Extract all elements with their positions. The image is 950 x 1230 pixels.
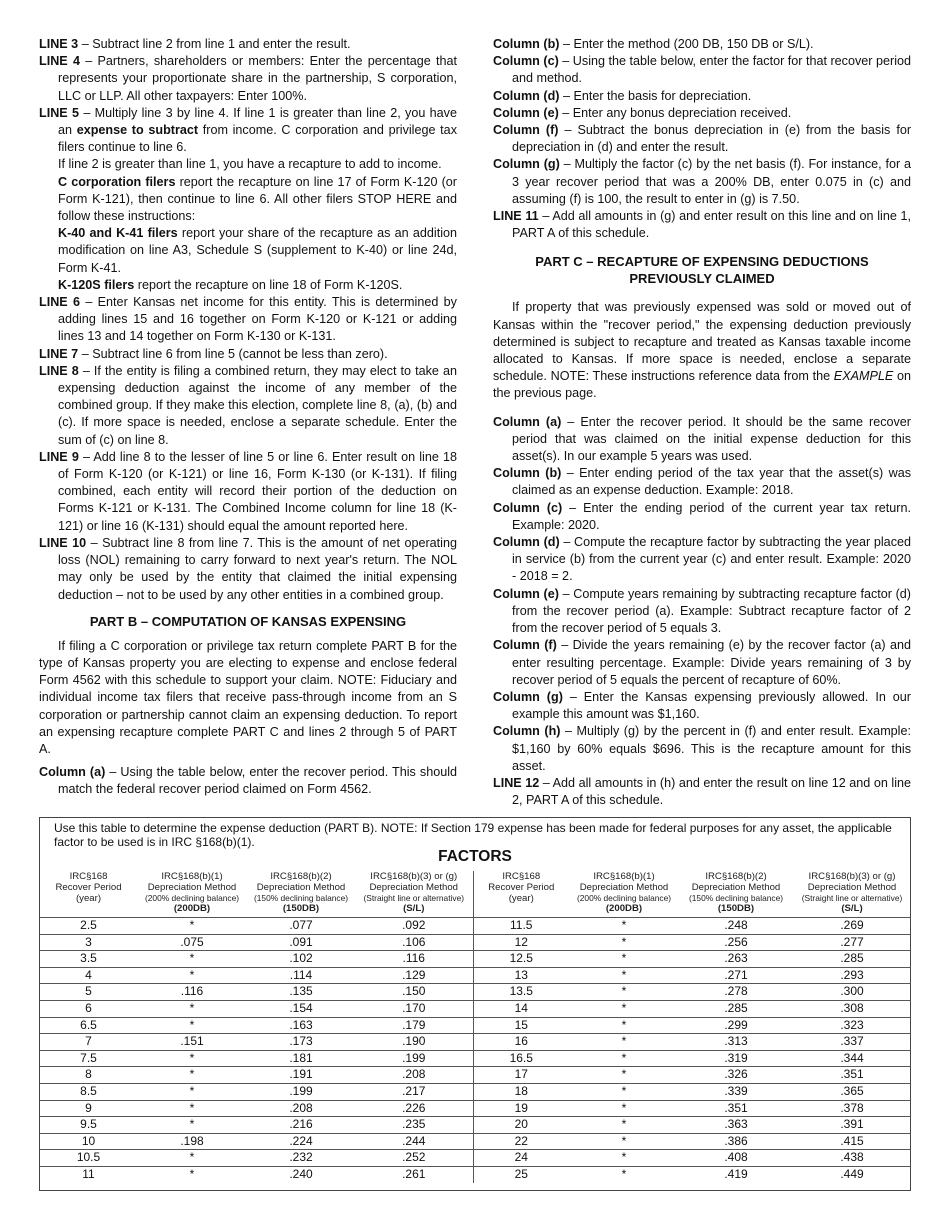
factors-cell: .419 <box>679 1166 793 1182</box>
factors-cell: .308 <box>793 1000 911 1017</box>
factors-cell: * <box>137 967 247 984</box>
factors-cell: * <box>569 1034 679 1051</box>
factors-cell: * <box>569 951 679 968</box>
right-column <box>493 36 911 809</box>
factors-header-cell: IRC§168(b)(1) Depreciation Method (200% declining balance) (200DB) <box>137 871 247 918</box>
factors-row <box>40 984 911 1001</box>
factors-cell: * <box>137 1117 247 1134</box>
factors-cell: .240 <box>247 1166 355 1182</box>
factors-cell: 6.5 <box>40 1017 137 1034</box>
factors-row <box>40 1083 911 1100</box>
factors-cell: .198 <box>137 1133 247 1150</box>
factors-row <box>40 1034 911 1051</box>
line6-instruction: LINE 6 – Enter Kansas net income for this entity. This is determined by adding lines 15 and 16 together on Form K-120 or K-121 or adding lines 13 and 14 together on Form K-130 or K-131. <box>39 295 457 344</box>
factors-cell: * <box>569 1133 679 1150</box>
line8-instruction: LINE 8 – If the entity is filing a combined return, they may elect to take an expensing deduction against the income of any member of the combined group. If they make this election, complete line 8, (a), (b) and (c). If more space is needed, enclose a separate schedule. Enter the sum of (c) on line 8. <box>39 363 457 447</box>
factors-cell: .378 <box>793 1100 911 1117</box>
part-c-column-f: Column (f) – Divide the years remaining (e) by the recover factor (a) and enter resulting percentage. Example: Divide years remaining of 3 by recover period of 5 equals the percent of recapture of 60%. <box>493 638 911 687</box>
factors-cell: .256 <box>679 934 793 951</box>
part-c-column-a: Column (a) – Enter the recover period. It should be the same recover period that was claimed on the initial expense deduction for this asset(s). In our example 5 years was used. <box>493 414 911 464</box>
factors-header-row <box>40 871 911 918</box>
factors-row <box>40 951 911 968</box>
factors-cell: .408 <box>679 1150 793 1167</box>
factors-cell: 8 <box>40 1067 137 1084</box>
factors-row <box>40 1100 911 1117</box>
part-b-column-a: Column (a) – Using the table below, enter the recover period. This should match the federal recover period claimed on Form 4562. <box>39 765 458 797</box>
factors-cell: * <box>569 967 679 984</box>
factors-cell: .151 <box>137 1034 247 1051</box>
factors-cell: .179 <box>355 1017 473 1034</box>
factors-row <box>40 1133 911 1150</box>
factors-cell: 19 <box>473 1100 569 1117</box>
factors-row <box>40 967 911 984</box>
factors-row <box>40 918 911 935</box>
factors-cell: * <box>569 1017 679 1034</box>
factors-cell: * <box>569 1067 679 1084</box>
factors-cell: * <box>137 1100 247 1117</box>
factors-cell: * <box>137 1067 247 1084</box>
factors-cell: .300 <box>793 984 911 1001</box>
factors-cell: .163 <box>247 1017 355 1034</box>
factors-cell: .299 <box>679 1017 793 1034</box>
factors-cell: .191 <box>247 1067 355 1084</box>
line7-instruction: LINE 7 – Subtract line 6 from line 5 (cannot be less than zero). <box>39 346 388 361</box>
line5-c-corp-note: C corporation filers report the recapture on line 17 of Form K-120 (or Form K-121), then continue to line 6. All other filers STOP HERE and follow these instructions: <box>58 174 457 224</box>
factors-cell: 7 <box>40 1034 137 1051</box>
factors-title: FACTORS <box>438 848 512 865</box>
factors-cell: .261 <box>355 1166 473 1182</box>
factors-cell: * <box>569 1100 679 1117</box>
factors-cell: 13 <box>473 967 569 984</box>
factors-cell: .438 <box>793 1150 911 1167</box>
factors-cell: 13.5 <box>473 984 569 1001</box>
line5-k40-note: K-40 and K-41 filers report your share of the recapture as an addition modification on line A3, Schedule S (supplement to K-40) or line 24d, Form K-41. <box>58 226 457 275</box>
factors-cell: .092 <box>355 918 473 935</box>
factors-cell: 12.5 <box>473 951 569 968</box>
factors-cell: .102 <box>247 951 355 968</box>
part-c-column-e: Column (e) – Compute years remaining by subtracting recapture factor (d) from the recover period (a). Example: Subtract recapture factor of 2 from the recover period of 5 equals 3. <box>493 586 911 636</box>
line5-k120s-note: K-120S filers report the recapture on line 18 of Form K-120S. <box>58 277 403 292</box>
factors-cell: * <box>137 1017 247 1034</box>
line9-instruction: LINE 9 – Add line 8 to the lesser of line 5 or line 6. Enter result on line 18 of Form K-120 (or K-121) or line 16, Form K-130 (or K-131). If filing combined, each entity will record their portion of the deduction on Forms K-121 or K-131. The Combined Income column for line 18 (K-121) or line 16 (K-131) should equal the amount reported here. <box>39 449 457 533</box>
factors-cell: .293 <box>793 967 911 984</box>
factors-cell: .326 <box>679 1067 793 1084</box>
factors-cell: .208 <box>355 1067 473 1084</box>
factors-header-cell: IRC§168 Recover Period (year) <box>473 871 569 918</box>
part-c-paragraph: If property that was previously expensed was sold or moved out of Kansas within the "recover period," the expensing deduction previously determined is subject to recapture and treated as Kansas taxable income allocated to Kansas. If more space is needed, enclose a separate schedule. NOTE: These instructions reference data from the EXAMPLE on the previous page. <box>493 300 911 401</box>
factors-cell: * <box>569 1083 679 1100</box>
factors-cell: * <box>569 1150 679 1167</box>
factors-cell: 25 <box>473 1166 569 1182</box>
factors-cell: 24 <box>473 1150 569 1167</box>
part-b-column-b: Column (b) – Enter the method (200 DB, 150 DB or S/L). <box>493 37 814 51</box>
factors-cell: 11 <box>40 1166 137 1182</box>
factors-cell: 8.5 <box>40 1083 137 1100</box>
factors-cell: .170 <box>355 1000 473 1017</box>
part-b-column-d: Column (d) – Enter the basis for depreciation. <box>493 88 752 103</box>
factors-row <box>40 1067 911 1084</box>
factors-cell: 11.5 <box>473 918 569 935</box>
factors-row <box>40 934 911 951</box>
factors-cell: .075 <box>137 934 247 951</box>
factors-table-box <box>39 817 911 1191</box>
factors-cell: .415 <box>793 1133 911 1150</box>
factors-cell: * <box>569 984 679 1001</box>
factors-row <box>40 1000 911 1017</box>
factors-cell: .091 <box>247 934 355 951</box>
factors-cell: .278 <box>679 984 793 1001</box>
factors-cell: * <box>137 1050 247 1067</box>
factors-row <box>40 1117 911 1134</box>
factors-cell: 6 <box>40 1000 137 1017</box>
factors-cell: * <box>137 1000 247 1017</box>
factors-cell: .154 <box>247 1000 355 1017</box>
factors-cell: 7.5 <box>40 1050 137 1067</box>
factors-cell: * <box>569 1000 679 1017</box>
factors-cell: .337 <box>793 1034 911 1051</box>
factors-cell: * <box>137 1083 247 1100</box>
factors-note: Use this table to determine the expense deduction (PART B). NOTE: If Section 179 expense has been made for federal purposes for any asset, the applicable factor to be used is in IRC §168(b)(1). <box>54 821 892 849</box>
factors-cell: 22 <box>473 1133 569 1150</box>
factors-cell: .077 <box>247 918 355 935</box>
factors-cell: .363 <box>679 1117 793 1134</box>
factors-cell: .339 <box>679 1083 793 1100</box>
factors-cell: .116 <box>355 951 473 968</box>
factors-cell: .232 <box>247 1150 355 1167</box>
line12-instruction: LINE 12 – Add all amounts in (h) and enter the result on line 12 and on line 2, PART A of this schedule. <box>493 775 912 808</box>
factors-cell: * <box>569 918 679 935</box>
part-c-column-h: Column (h) – Multiply (g) by the percent in (f) and enter result. Example: $1,160 by 60% equals $696. This is the recapture amount for this asset. <box>493 724 911 773</box>
factors-cell: .319 <box>679 1050 793 1067</box>
factors-header-cell: IRC§168(b)(2) Depreciation Method (150% declining balance) (150DB) <box>247 871 355 918</box>
factors-cell: .150 <box>355 984 473 1001</box>
factors-cell: * <box>137 1150 247 1167</box>
factors-cell: 16 <box>473 1034 569 1051</box>
factors-cell: .313 <box>679 1034 793 1051</box>
part-b-column-g: Column (g) – Multiply the factor (c) by the net basis (f). For instance, for a 3 year recover period that was a 200% DB, enter 0.075 in (c) and assuming (f) is 100, the result to enter in (g) is 7.50. <box>493 157 911 206</box>
factors-cell: .173 <box>247 1034 355 1051</box>
factors-cell: 3 <box>40 934 137 951</box>
factors-cell: .199 <box>247 1083 355 1100</box>
factors-cell: .269 <box>793 918 911 935</box>
factors-row <box>40 1166 911 1182</box>
factors-row <box>40 1017 911 1034</box>
factors-cell: 2.5 <box>40 918 137 935</box>
line5-recapture-note: If line 2 is greater than line 1, you have a recapture to add to income. <box>58 157 442 172</box>
factors-cell: .135 <box>247 984 355 1001</box>
line4-instruction: LINE 4 – Partners, shareholders or members: Enter the percentage that represents your proportionate share in the partnership, S corporation, LLC or LLP. All other taxpayers: Enter 100%. <box>39 54 457 103</box>
factors-cell: .271 <box>679 967 793 984</box>
line11-instruction: LINE 11 – Add all amounts in (g) and enter result on this line and on line 1, PART A of this schedule. <box>493 209 911 241</box>
factors-cell: * <box>569 1050 679 1067</box>
part-b-heading: PART B – COMPUTATION OF KANSAS EXPENSING <box>89 613 407 629</box>
part-c-column-g: Column (g) – Enter the Kansas expensing previously allowed. In our example this amount was $1,160. <box>493 689 911 722</box>
factors-cell: .116 <box>137 984 247 1001</box>
factors-header-cell: IRC§168(b)(1) Depreciation Method (200% declining balance) (200DB) <box>569 871 679 918</box>
factors-cell: .285 <box>793 951 911 968</box>
factors-cell: 3.5 <box>40 951 137 968</box>
part-c-column-b: Column (b) – Enter ending period of the tax year that the asset(s) was claimed as an expense deduction. Example: 2018. <box>493 466 911 498</box>
factors-cell: 17 <box>473 1067 569 1084</box>
part-c-column-d: Column (d) – Compute the recapture factor by subtracting the year placed in service (b) from the current year (c) and enter result. Example: 2020 - 2018 = 2. <box>493 535 911 584</box>
factors-cell: .244 <box>355 1133 473 1150</box>
factors-cell: .391 <box>793 1117 911 1134</box>
factors-cell: 9.5 <box>40 1117 137 1134</box>
factors-cell: .344 <box>793 1050 911 1067</box>
factors-cell: 5 <box>40 984 137 1001</box>
factors-cell: .129 <box>355 967 473 984</box>
factors-cell: * <box>569 934 679 951</box>
part-c-heading: PART C – RECAPTURE OF EXPENSING DEDUCTIONS PREVIOUSLY CLAIMED <box>535 254 869 287</box>
factors-row <box>40 1050 911 1067</box>
factors-cell: .277 <box>793 934 911 951</box>
factors-header-cell: IRC§168 Recover Period (year) <box>40 871 137 918</box>
part-c-column-c: Column (c) – Enter the ending period of the current year tax return. Example: 2020. <box>493 500 911 532</box>
part-b-column-f: Column (f) – Subtract the bonus depreciation in (e) from the basis for depreciation in (d) and enter the result. <box>493 123 912 155</box>
factors-cell: .351 <box>793 1067 911 1084</box>
factors-cell: .181 <box>247 1050 355 1067</box>
part-b-paragraph: If filing a C corporation or privilege tax return complete PART B for the type of Kansas property you are electing to expense and enclose federal Form 4562 with this schedule to support your claim. NOTE: Fiduciary and individual income tax filers that receive pass-through income from an S corporation or partnership cannot claim an expensing deduction. To report an expensing recapture complete PART C and lines 2 through 5 of PART A. <box>39 638 457 756</box>
factors-cell: .190 <box>355 1034 473 1051</box>
part-b-column-e: Column (e) – Enter any bonus depreciation received. <box>493 105 792 120</box>
factors-cell: 20 <box>473 1117 569 1134</box>
factors-cell: .252 <box>355 1150 473 1167</box>
factors-cell: .351 <box>679 1100 793 1117</box>
factors-cell: .226 <box>355 1100 473 1117</box>
factors-cell: * <box>569 1117 679 1134</box>
factors-header-cell: IRC§168(b)(2) Depreciation Method (150% declining balance) (150DB) <box>679 871 793 918</box>
factors-cell: .235 <box>355 1117 473 1134</box>
factors-cell: .449 <box>793 1166 911 1182</box>
factors-cell: 15 <box>473 1017 569 1034</box>
factors-cell: .106 <box>355 934 473 951</box>
part-b-column-c: Column (c) – Using the table below, enter the factor for that recover period and method. <box>493 54 911 86</box>
factors-body <box>40 918 911 1183</box>
factors-table <box>40 871 911 1183</box>
factors-cell: .323 <box>793 1017 911 1034</box>
factors-cell: * <box>569 1166 679 1182</box>
factors-cell: .199 <box>355 1050 473 1067</box>
factors-cell: .224 <box>247 1133 355 1150</box>
factors-header-cell: IRC§168(b)(3) or (g) Depreciation Method (Straight line or alternative) (S/L) <box>355 871 473 918</box>
factors-cell: * <box>137 918 247 935</box>
line5-instruction: LINE 5 – Multiply line 3 by line 4. If line 1 is greater than line 2, you have an expense to subtract from income. C corporation and privilege tax filers continue to line 6. <box>39 105 457 155</box>
left-column <box>39 36 457 799</box>
factors-cell: 10 <box>40 1133 137 1150</box>
factors-cell: 4 <box>40 967 137 984</box>
factors-header-cell: IRC§168(b)(3) or (g) Depreciation Method (Straight line or alternative) (S/L) <box>793 871 911 918</box>
factors-cell: .386 <box>679 1133 793 1150</box>
factors-cell: .114 <box>247 967 355 984</box>
factors-cell: * <box>137 951 247 968</box>
factors-cell: .248 <box>679 918 793 935</box>
factors-cell: 18 <box>473 1083 569 1100</box>
factors-cell: .263 <box>679 951 793 968</box>
factors-cell: .208 <box>247 1100 355 1117</box>
factors-row <box>40 1150 911 1167</box>
factors-cell: 16.5 <box>473 1050 569 1067</box>
factors-cell: 9 <box>40 1100 137 1117</box>
factors-cell: 10.5 <box>40 1150 137 1167</box>
factors-cell: 12 <box>473 934 569 951</box>
factors-cell: 14 <box>473 1000 569 1017</box>
line3-instruction: LINE 3 – Subtract line 2 from line 1 and enter the result. <box>39 37 351 51</box>
factors-cell: * <box>137 1166 247 1182</box>
line10-instruction: LINE 10 – Subtract line 8 from line 7. This is the amount of net operating loss (NOL) remaining to carry forward to next year's return. The NOL may only be used by the entity that claimed the initial expensing deduction – not to be used by any other entities in a combined group. <box>39 535 457 602</box>
factors-cell: .365 <box>793 1083 911 1100</box>
factors-cell: .285 <box>679 1000 793 1017</box>
factors-cell: .216 <box>247 1117 355 1134</box>
factors-cell: .217 <box>355 1083 473 1100</box>
